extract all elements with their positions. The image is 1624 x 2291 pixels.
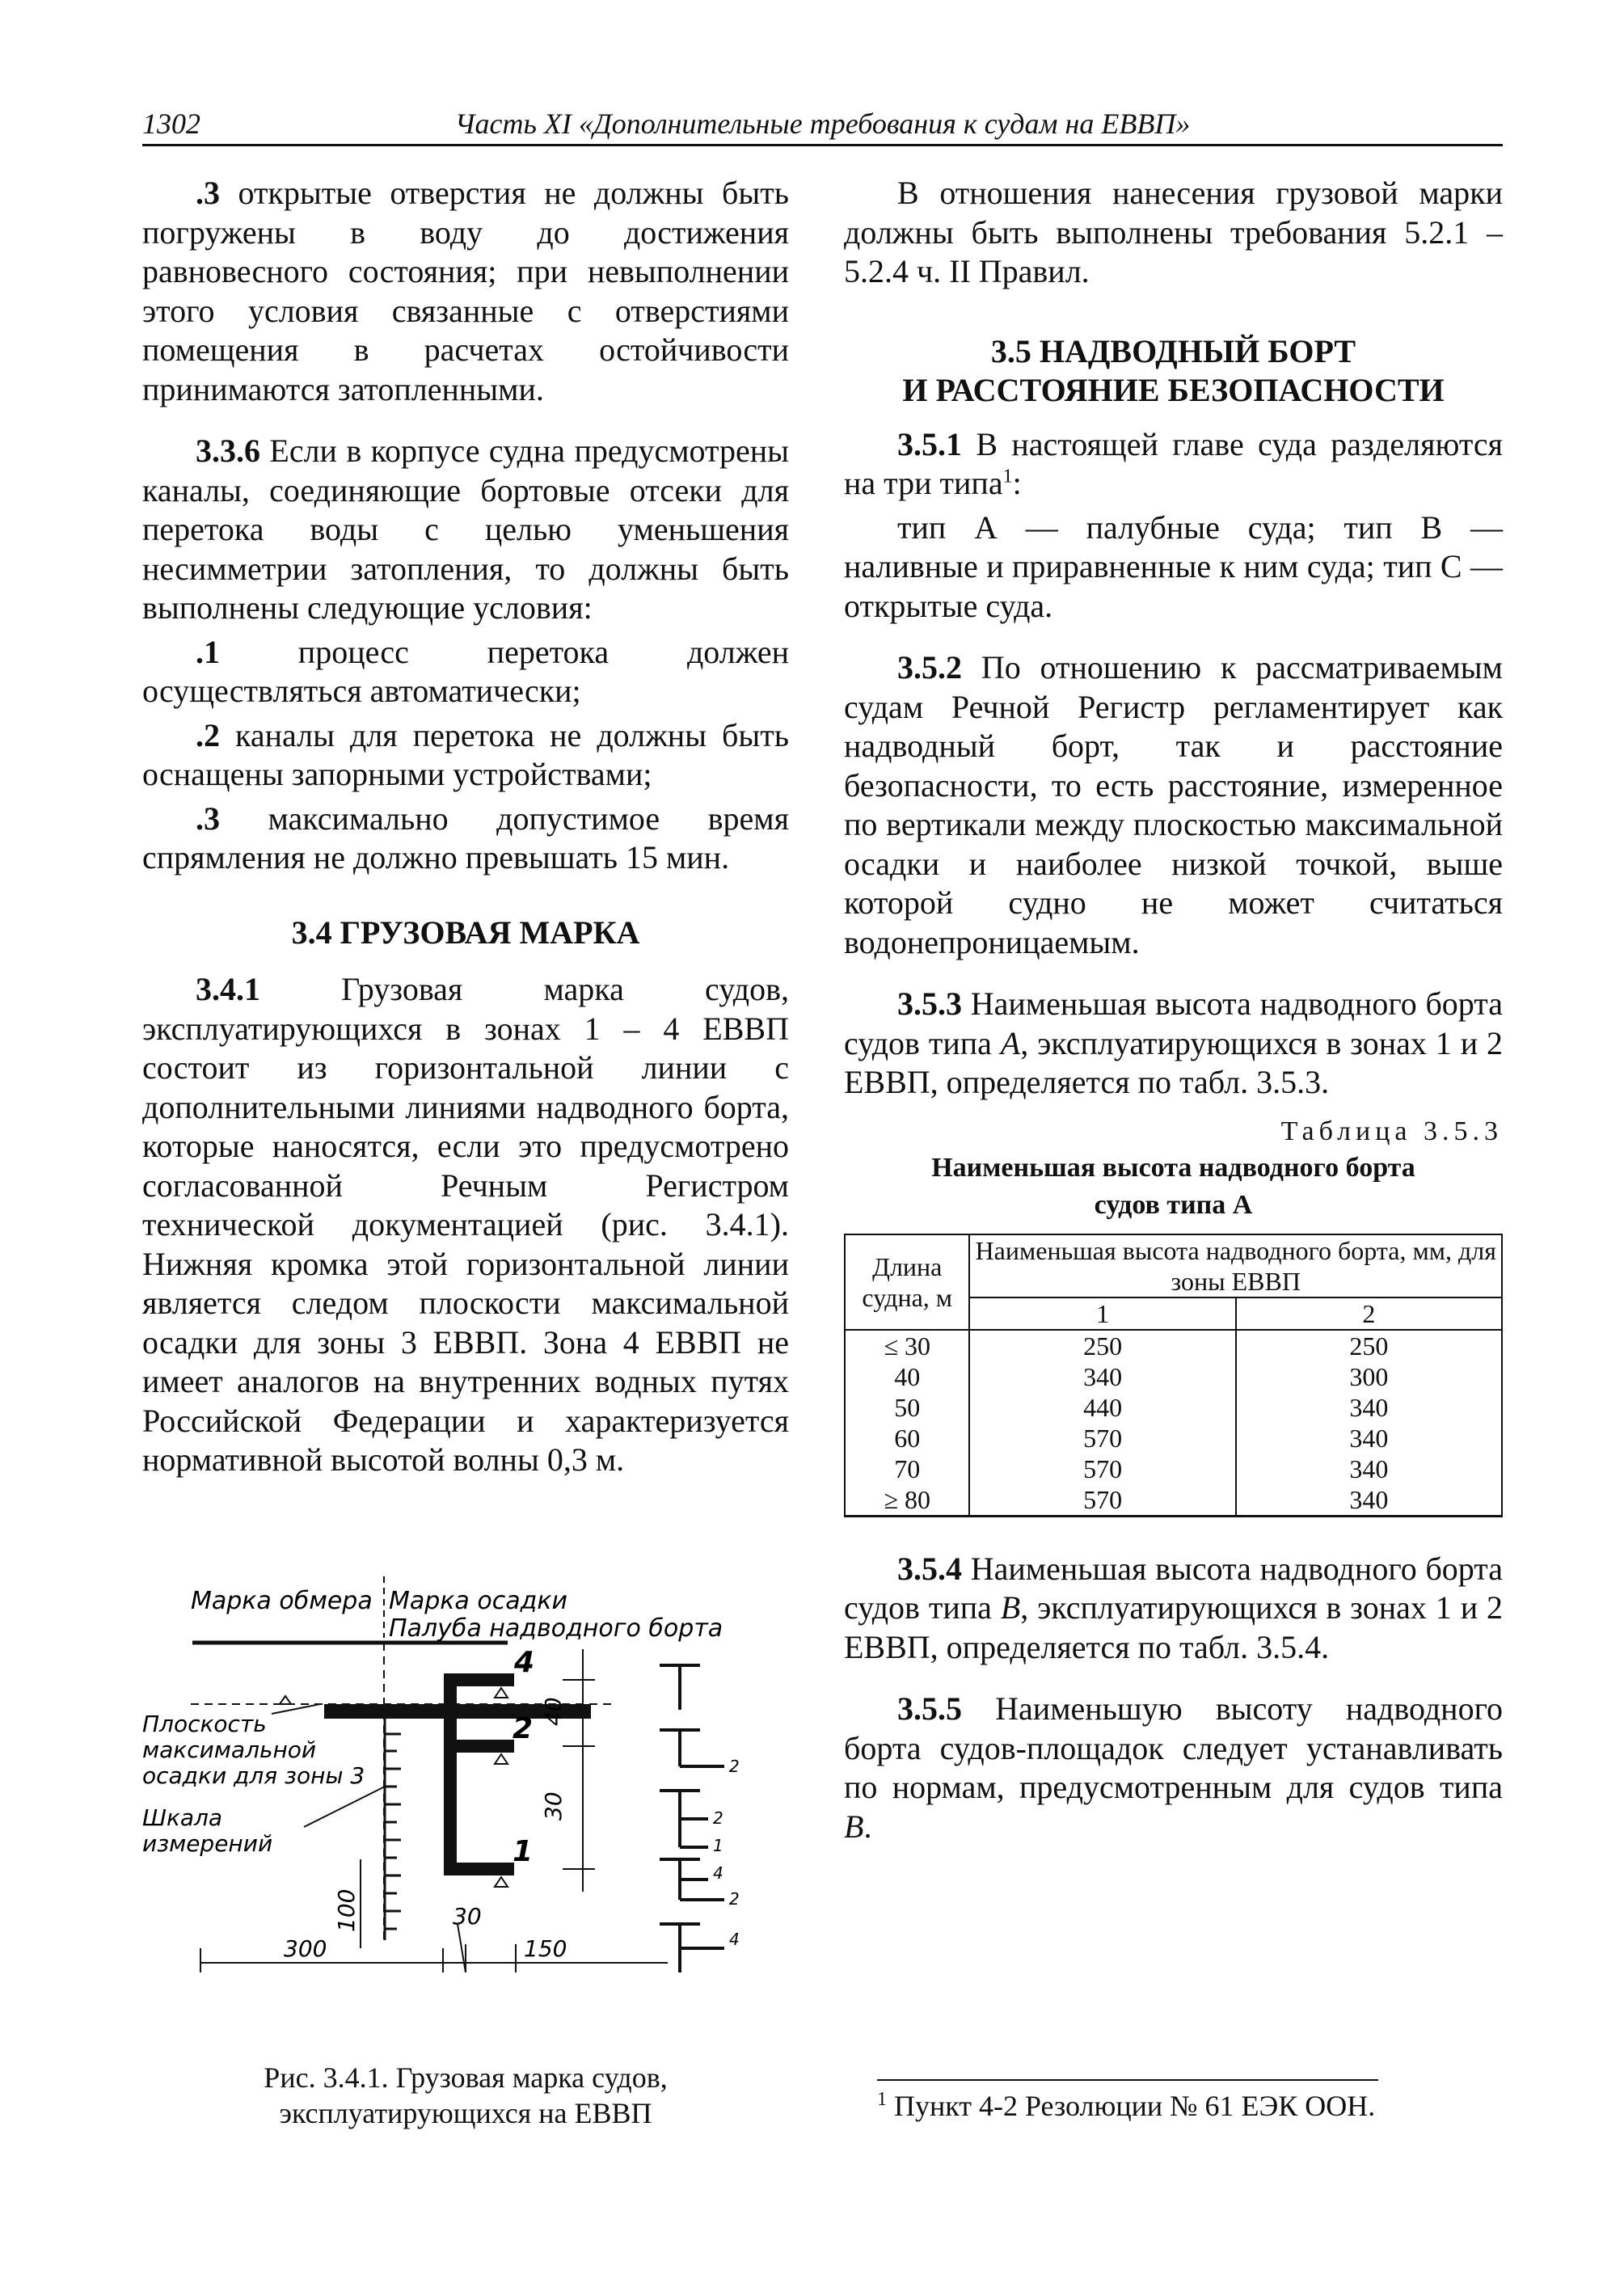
paragraph-text: каналы для перетока не должны быть оснащены запорными устройствами;	[142, 716, 789, 792]
page-header	[142, 103, 1503, 146]
label-scale-2: измерений	[142, 1830, 273, 1857]
clause-number: 3.5.5	[897, 1690, 962, 1727]
dim-40: 40	[540, 1697, 567, 1726]
header-zone-2: 2	[1236, 1297, 1502, 1330]
paragraph	[142, 800, 789, 878]
dim-100: 100	[333, 1888, 360, 1932]
cell: 340	[969, 1361, 1235, 1392]
cell: ≥ 80	[845, 1484, 969, 1517]
cell: 570	[969, 1484, 1235, 1517]
footnote-text: Пункт 4-2 Резолюции № 61 ЕЭК ООН.	[887, 2090, 1376, 2122]
side-label: 4	[713, 1863, 723, 1883]
load-line-figure	[142, 1568, 789, 2069]
footnote-mark: 1	[877, 2089, 887, 2110]
cell: 570	[969, 1453, 1235, 1484]
table-row	[845, 1361, 1502, 1392]
cell: 440	[969, 1392, 1235, 1423]
paragraph-text: процесс перетока должен осуществляться автоматически;	[142, 633, 789, 709]
label-plane-3: осадки для зоны 3	[142, 1762, 365, 1789]
label-survey-mark: Марка обмера	[191, 1587, 373, 1615]
paragraph-text: Наименьшую высоту надводного борта судов-площадок следует устанавливать по нормам, предусмотренным для судов типа	[844, 1690, 1503, 1805]
paragraph-text: По отношению к рассматриваемым судам Речной Регистр регламентирует как надводный борт, так и расстояние безопасности, то есть расстояние, измеренное по вертикали между плоскостью максимальной осадки и наиболее низкой точкой, выше которой судно не может считаться водонепроницаемым.	[844, 649, 1503, 960]
side-label: 2	[729, 1889, 740, 1909]
paragraph-3-5-4	[844, 1550, 1503, 1668]
cell: ≤ 30	[845, 1330, 969, 1361]
cell: 60	[845, 1423, 969, 1453]
paragraph	[142, 174, 789, 409]
paragraph-text: Наименьшая высота надводного борта судов типа	[844, 985, 1503, 1061]
item-number: .3	[196, 800, 220, 837]
paragraph-3-5-3	[844, 985, 1503, 1103]
label-plane-2: максимальной	[142, 1736, 317, 1763]
item-number: .2	[196, 716, 220, 753]
clause-number: 3.5.1	[897, 425, 962, 462]
cell: 340	[1236, 1423, 1502, 1453]
side-label: 2	[729, 1757, 740, 1776]
freeboard-table	[844, 1234, 1503, 1517]
header-length: Длина судна, м	[845, 1234, 969, 1330]
paragraph-text: , эксплуатирующихся в зонах 1 и 2 ЕВВП, определяется по табл. 3.5.3.	[844, 1024, 1503, 1100]
cell: 300	[1236, 1361, 1502, 1392]
running-title: Часть XI «Дополнительные требования к судам на ЕВВП»	[454, 108, 1191, 140]
clause-number: 3.5.2	[897, 649, 962, 686]
paragraph	[142, 633, 789, 711]
section-heading-3-5-line2: И РАССТОЯНИЕ БЕЗОПАСНОСТИ	[902, 372, 1445, 408]
clause-number: 3.4.1	[196, 971, 260, 1007]
paragraph-text: открытые отверстия не должны быть погружены в воду до достижения равновесного состояния; при невыполнении этого условия связанные с отверстиями помещения в расчетах остойчивости принимаются затопленными.	[142, 175, 789, 407]
cell: 250	[969, 1330, 1235, 1361]
paragraph-3-5-1	[844, 425, 1503, 504]
label-plane-1: Плоскость	[142, 1711, 267, 1737]
paragraph-3-5-5	[844, 1690, 1503, 1846]
figure-drawing	[142, 1568, 789, 2069]
paragraph-3-4-1	[142, 970, 789, 1480]
table-title-1: Наименьшая высота надводного борта	[931, 1152, 1415, 1183]
label-draft-mark: Марка осадки	[389, 1587, 567, 1615]
dim-30-vertical: 30	[540, 1791, 567, 1821]
cell: 340	[1236, 1484, 1502, 1517]
side-label: 4	[729, 1930, 740, 1949]
label-scale-1: Шкала	[142, 1804, 223, 1831]
header-freeboard: Наименьшая высота надводного борта, мм, для зоны ЕВВП	[969, 1234, 1502, 1297]
footnote	[877, 2089, 1375, 2123]
cell: 340	[1236, 1392, 1502, 1423]
ship-type: В	[844, 1808, 864, 1845]
table-row	[845, 1484, 1502, 1517]
paragraph-3-5-2	[844, 648, 1503, 962]
dim-150: 150	[524, 1935, 567, 1962]
dim-300: 300	[284, 1935, 327, 1962]
page-number: 1302	[142, 108, 200, 140]
side-label: 1	[713, 1836, 723, 1855]
item-number: .1	[196, 633, 220, 670]
paragraph-text: :	[1012, 465, 1022, 501]
item-number: .3	[196, 175, 220, 211]
cell: 250	[1236, 1330, 1502, 1361]
paragraph	[142, 716, 789, 795]
paragraph-text: Наименьшая высота надводного борта судов типа	[844, 1550, 1503, 1626]
paragraph-text: Грузовая марка судов, эксплуатирующихся в зонах 1 – 4 ЕВВП состоит из горизонтальной линии с дополнительными линиями надводного борта, которые наносятся, если это предусмотрено согласованной Речным Регистром технической документацией (рис. 3.4.1). Нижняя кромка этой горизонтальной линии является следом плоскости максимальной осадки для зоны 3 ЕВВП. Зона 4 ЕВВП не имеет аналогов на внутренних водных путях Российской Федерации и характеризуется нормативной высотой волны 0,3 м.	[142, 971, 789, 1478]
paragraph-text: В настоящей главе суда разделяются на три типа	[844, 425, 1503, 501]
right-column	[844, 174, 1503, 1846]
mark-1-label: 1	[513, 1835, 534, 1868]
section-heading-3-5-line1: 3.5 НАДВОДНЫЙ БОРТ	[990, 332, 1356, 369]
paragraph-text: Если в корпусе судна предусмотрены каналы, соединяющие бортовые отсеки для перетока воды с целью уменьшения несимметрии затопления, то должны быть выполнены следующие условия:	[142, 432, 789, 626]
ship-type: А	[1000, 1024, 1021, 1061]
table-title-2: судов типа А	[1094, 1189, 1253, 1220]
side-label: 2	[713, 1808, 723, 1828]
figure-caption: Рис. 3.4.1. Грузовая марка судов, эксплуатирующихся на ЕВВП	[264, 2061, 668, 2129]
cell: 570	[969, 1423, 1235, 1453]
cell: 70	[845, 1453, 969, 1484]
footnote-ref: 1	[1002, 466, 1013, 487]
table-row	[845, 1392, 1502, 1423]
table-row	[845, 1453, 1502, 1484]
paragraph-3-3-6	[142, 432, 789, 628]
clause-number: 3.5.3	[897, 985, 962, 1022]
dim-30-horizontal: 30	[453, 1903, 482, 1930]
footnote-separator	[877, 2079, 1378, 2081]
mark-2-label: 2	[513, 1712, 534, 1745]
cell: 40	[845, 1361, 969, 1392]
table-row	[845, 1330, 1502, 1361]
paragraph-text: , эксплуатирующихся в зонах 1 и 2 ЕВВП, определяется по табл. 3.5.4.	[844, 1589, 1503, 1665]
paragraph-text: .	[863, 1808, 872, 1845]
label-deck: Палуба надводного борта	[389, 1614, 723, 1643]
table-caption: Таблица 3.5.3	[1280, 1116, 1503, 1146]
paragraph-text: максимально допустимое время спрямления не должно превышать 15 мин.	[142, 800, 789, 875]
clause-number: 3.3.6	[196, 432, 260, 469]
ship-type: В	[1000, 1589, 1021, 1626]
paragraph: тип А — палубные суда; тип В — наливные и приравненные к ним суда; тип С — открытые суда.	[844, 508, 1503, 624]
cell: 50	[845, 1392, 969, 1423]
mark-4-label: 4	[514, 1646, 535, 1679]
clause-number: 3.5.4	[897, 1550, 962, 1587]
left-column	[142, 174, 789, 1480]
table-row	[845, 1423, 1502, 1453]
section-heading-3-4: 3.4 ГРУЗОВАЯ МАРКА	[291, 913, 640, 951]
cell: 340	[1236, 1453, 1502, 1484]
header-zone-1: 1	[969, 1297, 1235, 1330]
paragraph: В отношения нанесения грузовой марки должны быть выполнены требования 5.2.1 – 5.2.4 ч. II Правил.	[844, 175, 1503, 289]
